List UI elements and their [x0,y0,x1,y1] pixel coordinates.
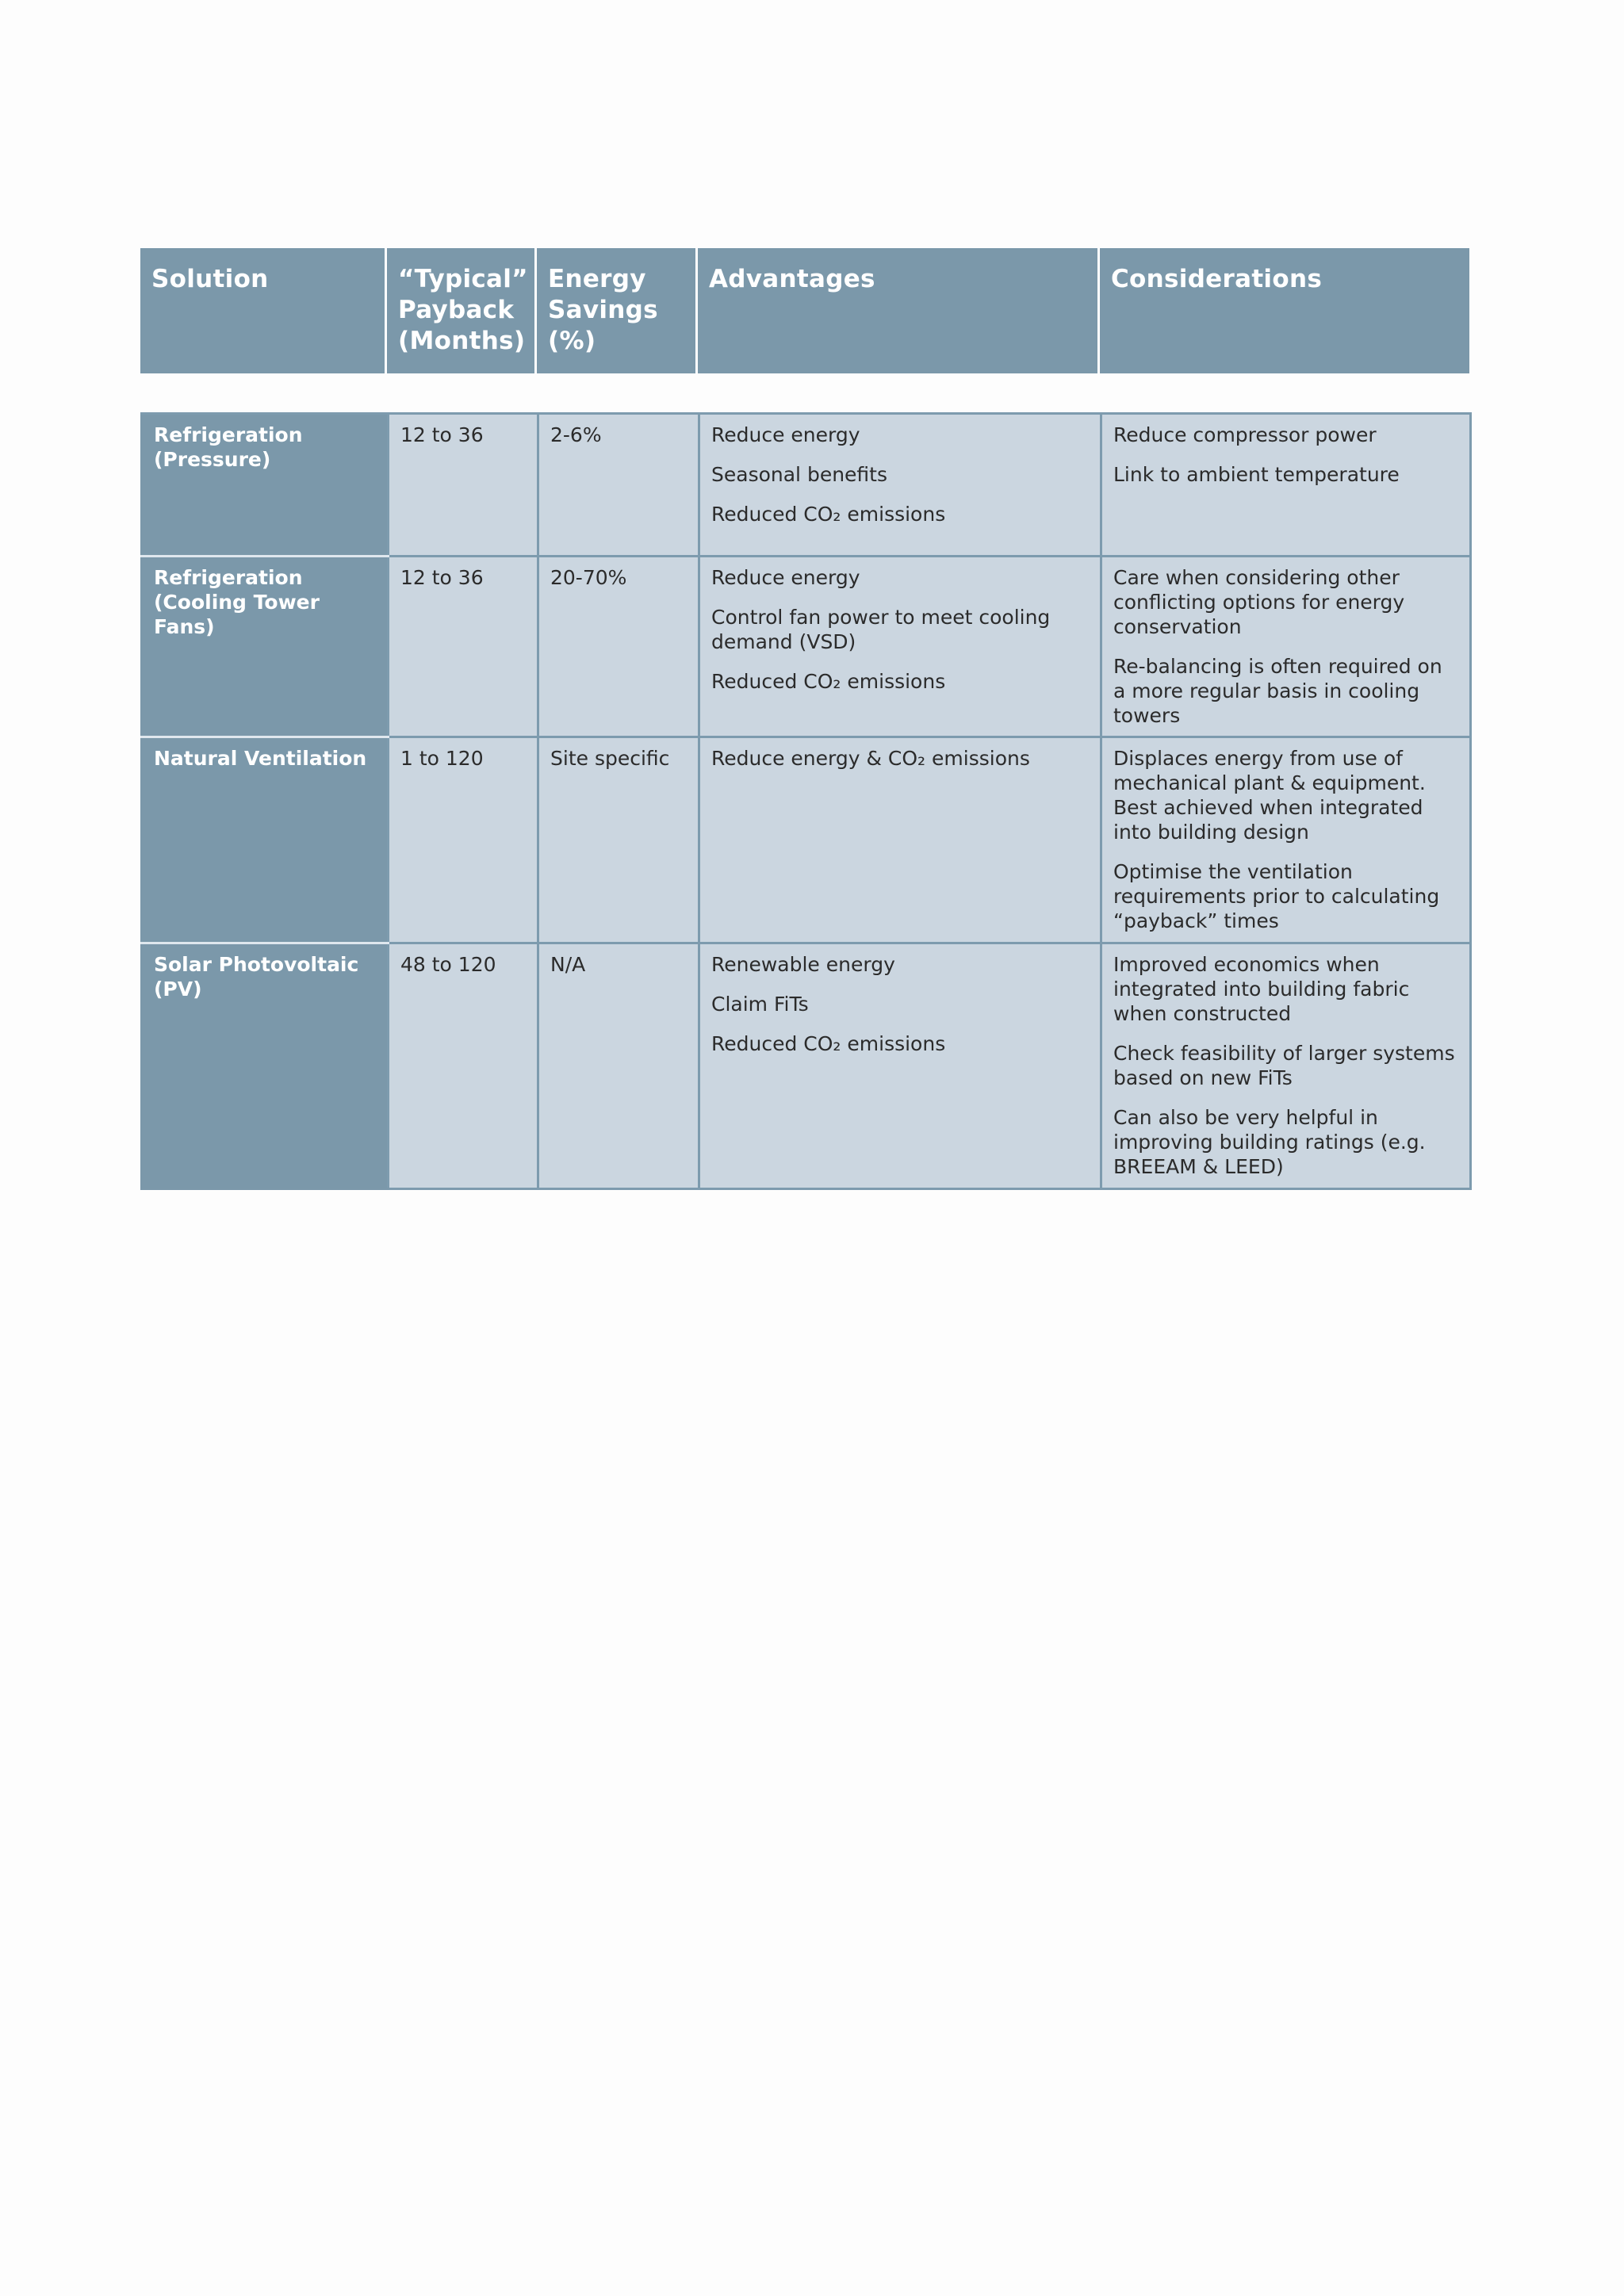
table-row [142,557,1471,737]
considerations-cell [1101,557,1471,737]
advantage-item: Reduced CO₂ emissions [711,503,946,526]
header-solution: Solution [140,248,387,373]
table-body [142,414,1471,1189]
header-energy-savings: Energy Savings (%) [537,248,698,373]
solution-cell: Refrigeration (Cooling Tower Fans) [142,557,389,737]
solution-cell: Natural Ventilation [142,737,389,943]
consideration-item: Improved economics when integrated into building fabric when constructed [1113,953,1410,1025]
header-advantages: Advantages [698,248,1100,373]
payback-cell: 1 to 120 [389,737,538,943]
advantages-cell [699,557,1101,737]
considerations-cell [1101,943,1471,1189]
energy-savings-cell: 20-70% [538,557,699,737]
energy-savings-cell: Site specific [538,737,699,943]
advantage-item: Claim FiTs [711,993,809,1016]
consideration-item: Reduce compressor power [1113,423,1377,446]
payback-cell: 12 to 36 [389,557,538,737]
energy-savings-cell: N/A [538,943,699,1189]
advantage-item: Seasonal benefits [711,463,887,486]
table-header [140,248,1469,373]
advantages-cell [699,943,1101,1189]
table-row [142,737,1471,943]
solutions-table [140,412,1472,1190]
advantage-item: Renewable energy [711,953,895,976]
table-row [142,414,1471,557]
considerations-cell [1101,414,1471,557]
energy-savings-cell: 2-6% [538,414,699,557]
consideration-item: Can also be very helpful in improving building ratings (e.g. BREEAM & LEED) [1113,1106,1426,1178]
header-payback: “Typical” Payback (Months) [387,248,537,373]
consideration-item: Care when considering other conflicting options for energy conservation [1113,566,1405,638]
solution-cell: Refrigeration (Pressure) [142,414,389,557]
solution-cell: Solar Photovoltaic (PV) [142,943,389,1189]
consideration-item: Re-balancing is often required on a more regular basis in cooling towers [1113,655,1442,727]
payback-cell: 12 to 36 [389,414,538,557]
advantages-cell [699,414,1101,557]
header-considerations: Considerations [1100,248,1469,373]
advantage-item: Reduce energy & CO₂ emissions [711,747,1030,770]
advantage-item: Control fan power to meet cooling demand (VSD) [711,606,1051,653]
advantage-item: Reduced CO₂ emissions [711,670,946,693]
advantage-item: Reduce energy [711,423,860,446]
advantage-item: Reduce energy [711,566,860,589]
advantages-cell [699,737,1101,943]
consideration-item: Check feasibility of larger systems based on new FiTs [1113,1042,1455,1089]
considerations-cell [1101,737,1471,943]
header-row [140,248,1469,373]
payback-cell: 48 to 120 [389,943,538,1189]
advantage-item: Reduced CO₂ emissions [711,1032,946,1055]
consideration-item: Link to ambient temperature [1113,463,1400,486]
consideration-item: Displaces energy from use of mechanical plant & equipment. Best achieved when integrated into building design [1113,747,1426,844]
consideration-item: Optimise the ventilation requirements prior to calculating “payback” times [1113,860,1440,932]
table-row [142,943,1471,1189]
